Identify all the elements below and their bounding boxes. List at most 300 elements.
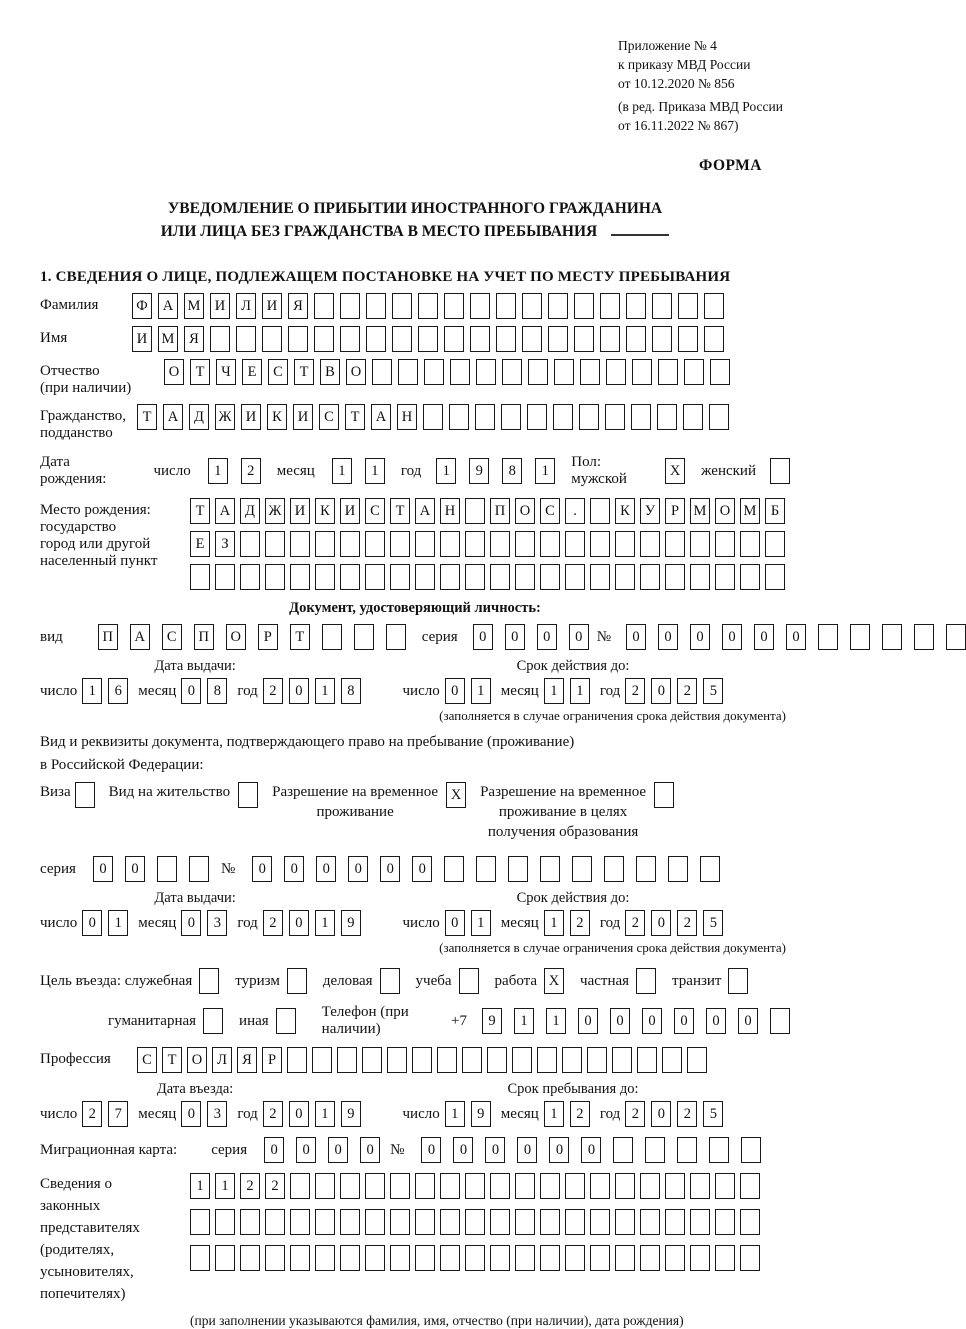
char-cell[interactable] [540, 856, 560, 882]
char-cell[interactable] [640, 1209, 660, 1235]
char-cell[interactable]: З [215, 531, 235, 557]
char-cell[interactable]: 8 [502, 458, 522, 484]
char-cell[interactable] [189, 856, 209, 882]
char-cell[interactable] [590, 1209, 610, 1235]
char-cell[interactable]: 0 [690, 624, 710, 650]
char-cell[interactable]: П [490, 498, 510, 524]
char-cell[interactable] [287, 1047, 307, 1073]
char-cell[interactable] [210, 326, 230, 352]
char-cell[interactable]: 1 [471, 910, 491, 936]
char-cell[interactable] [522, 326, 542, 352]
char-cell[interactable]: 0 [380, 856, 400, 882]
char-cell[interactable]: О [226, 624, 246, 650]
char-cell[interactable] [565, 564, 585, 590]
char-cell[interactable]: Т [190, 498, 210, 524]
char-cell[interactable] [490, 1209, 510, 1235]
char-cell[interactable] [265, 564, 285, 590]
char-cell[interactable]: Д [240, 498, 260, 524]
char-cell[interactable]: 1 [514, 1008, 534, 1034]
char-cell[interactable] [765, 531, 785, 557]
char-cell[interactable]: 2 [265, 1173, 285, 1199]
char-cell[interactable] [690, 1173, 710, 1199]
char-cell[interactable] [366, 326, 386, 352]
char-cell[interactable]: 0 [549, 1137, 569, 1163]
valid-month-cells[interactable] [544, 678, 590, 704]
char-cell[interactable] [741, 1137, 761, 1163]
char-cell[interactable] [615, 1173, 635, 1199]
char-cell[interactable]: П [98, 624, 118, 650]
birthplace-row3-cells[interactable] [190, 564, 785, 590]
char-cell[interactable] [340, 326, 360, 352]
char-cell[interactable]: 0 [421, 1137, 441, 1163]
char-cell[interactable]: 0 [289, 1101, 309, 1127]
char-cell[interactable] [540, 1173, 560, 1199]
char-cell[interactable] [190, 564, 210, 590]
valid-day-cells[interactable] [445, 678, 491, 704]
char-cell[interactable]: 0 [181, 910, 201, 936]
char-cell[interactable] [740, 1245, 760, 1271]
char-cell[interactable] [265, 531, 285, 557]
char-cell[interactable] [450, 359, 470, 385]
char-cell[interactable] [914, 624, 934, 650]
char-cell[interactable] [528, 359, 548, 385]
char-cell[interactable]: 0 [296, 1137, 316, 1163]
char-cell[interactable]: И [293, 404, 313, 430]
char-cell[interactable]: И [340, 498, 360, 524]
char-cell[interactable] [240, 1245, 260, 1271]
char-cell[interactable] [605, 404, 625, 430]
purpose-official-checkbox[interactable] [199, 968, 219, 994]
res-valid-year-cells[interactable] [625, 910, 723, 936]
entry-month-cells[interactable] [181, 1101, 227, 1127]
char-cell[interactable]: 0 [485, 1137, 505, 1163]
char-cell[interactable] [665, 531, 685, 557]
char-cell[interactable] [522, 293, 542, 319]
char-cell[interactable] [612, 1047, 632, 1073]
char-cell[interactable]: 1 [190, 1173, 210, 1199]
char-cell[interactable]: С [365, 498, 385, 524]
char-cell[interactable]: 2 [677, 910, 697, 936]
char-cell[interactable] [340, 293, 360, 319]
char-cell[interactable]: А [215, 498, 235, 524]
char-cell[interactable]: 2 [240, 1173, 260, 1199]
char-cell[interactable] [265, 1209, 285, 1235]
char-cell[interactable]: 2 [625, 678, 645, 704]
char-cell[interactable]: 5 [703, 910, 723, 936]
char-cell[interactable]: 0 [537, 624, 557, 650]
char-cell[interactable]: У [640, 498, 660, 524]
char-cell[interactable] [626, 293, 646, 319]
char-cell[interactable] [290, 1245, 310, 1271]
char-cell[interactable]: Р [665, 498, 685, 524]
char-cell[interactable] [700, 856, 720, 882]
char-cell[interactable] [709, 1137, 729, 1163]
char-cell[interactable]: 0 [473, 624, 493, 650]
char-cell[interactable] [657, 404, 677, 430]
char-cell[interactable]: В [320, 359, 340, 385]
char-cell[interactable]: Д [189, 404, 209, 430]
char-cell[interactable]: 0 [786, 624, 806, 650]
char-cell[interactable] [613, 1137, 633, 1163]
char-cell[interactable]: 0 [93, 856, 113, 882]
char-cell[interactable] [515, 1209, 535, 1235]
purpose-other-checkbox[interactable] [276, 1008, 296, 1034]
birth-month-cells[interactable] [325, 458, 385, 484]
char-cell[interactable] [590, 531, 610, 557]
char-cell[interactable] [470, 326, 490, 352]
char-cell[interactable]: 2 [677, 678, 697, 704]
char-cell[interactable]: 0 [642, 1008, 662, 1034]
char-cell[interactable]: И [241, 404, 261, 430]
char-cell[interactable]: 0 [626, 624, 646, 650]
char-cell[interactable]: 0 [348, 856, 368, 882]
char-cell[interactable]: 1 [315, 1101, 335, 1127]
char-cell[interactable]: Т [162, 1047, 182, 1073]
char-cell[interactable] [423, 404, 443, 430]
char-cell[interactable]: 1 [544, 1101, 564, 1127]
char-cell[interactable]: О [346, 359, 366, 385]
char-cell[interactable]: 1 [436, 458, 456, 484]
char-cell[interactable]: К [267, 404, 287, 430]
char-cell[interactable] [662, 1047, 682, 1073]
char-cell[interactable]: 0 [284, 856, 304, 882]
char-cell[interactable]: 0 [517, 1137, 537, 1163]
char-cell[interactable] [340, 1173, 360, 1199]
char-cell[interactable]: 0 [581, 1137, 601, 1163]
char-cell[interactable] [424, 359, 444, 385]
char-cell[interactable] [715, 531, 735, 557]
doc-series-cells[interactable] [466, 624, 589, 650]
char-cell[interactable] [190, 1245, 210, 1271]
char-cell[interactable]: 0 [82, 910, 102, 936]
char-cell[interactable] [540, 531, 560, 557]
char-cell[interactable] [740, 1209, 760, 1235]
char-cell[interactable] [604, 856, 624, 882]
char-cell[interactable]: 0 [125, 856, 145, 882]
char-cell[interactable]: 6 [108, 678, 128, 704]
char-cell[interactable]: 0 [181, 1101, 201, 1127]
char-cell[interactable] [537, 1047, 557, 1073]
char-cell[interactable]: И [132, 326, 152, 352]
doc-number-cells[interactable] [619, 624, 966, 650]
char-cell[interactable] [362, 1047, 382, 1073]
char-cell[interactable] [715, 1209, 735, 1235]
char-cell[interactable] [715, 564, 735, 590]
char-cell[interactable]: С [319, 404, 339, 430]
char-cell[interactable] [587, 1047, 607, 1073]
char-cell[interactable] [290, 1209, 310, 1235]
char-cell[interactable] [710, 359, 730, 385]
purpose-transit-checkbox[interactable] [728, 968, 748, 994]
char-cell[interactable] [508, 856, 528, 882]
char-cell[interactable] [690, 1209, 710, 1235]
char-cell[interactable]: Я [184, 326, 204, 352]
char-cell[interactable]: 5 [703, 1101, 723, 1127]
char-cell[interactable] [390, 1209, 410, 1235]
char-cell[interactable] [340, 1245, 360, 1271]
char-cell[interactable]: 2 [82, 1101, 102, 1127]
issue-month-cells[interactable] [181, 678, 227, 704]
char-cell[interactable] [240, 1209, 260, 1235]
char-cell[interactable] [548, 293, 568, 319]
char-cell[interactable]: О [187, 1047, 207, 1073]
char-cell[interactable] [615, 564, 635, 590]
char-cell[interactable] [444, 856, 464, 882]
char-cell[interactable]: Н [440, 498, 460, 524]
char-cell[interactable] [715, 1245, 735, 1271]
char-cell[interactable] [490, 531, 510, 557]
char-cell[interactable]: А [163, 404, 183, 430]
char-cell[interactable]: К [315, 498, 335, 524]
char-cell[interactable]: 1 [315, 910, 335, 936]
char-cell[interactable] [640, 531, 660, 557]
char-cell[interactable]: Л [212, 1047, 232, 1073]
char-cell[interactable]: 0 [252, 856, 272, 882]
char-cell[interactable]: 9 [482, 1008, 502, 1034]
char-cell[interactable] [215, 1245, 235, 1271]
char-cell[interactable] [678, 326, 698, 352]
char-cell[interactable]: 1 [315, 678, 335, 704]
char-cell[interactable] [462, 1047, 482, 1073]
char-cell[interactable] [314, 326, 334, 352]
female-checkbox[interactable] [770, 458, 790, 484]
phone-cells[interactable] [475, 1008, 790, 1034]
char-cell[interactable]: 1 [544, 910, 564, 936]
firstname-cells[interactable] [132, 326, 724, 352]
char-cell[interactable]: 1 [570, 678, 590, 704]
char-cell[interactable] [390, 1173, 410, 1199]
char-cell[interactable] [636, 856, 656, 882]
char-cell[interactable] [465, 531, 485, 557]
doc-kind-cells[interactable] [91, 624, 406, 650]
char-cell[interactable] [740, 531, 760, 557]
char-cell[interactable] [615, 1209, 635, 1235]
char-cell[interactable] [640, 1173, 660, 1199]
char-cell[interactable]: 0 [264, 1137, 284, 1163]
char-cell[interactable] [665, 1209, 685, 1235]
char-cell[interactable]: 0 [738, 1008, 758, 1034]
char-cell[interactable]: 0 [658, 624, 678, 650]
char-cell[interactable]: Р [258, 624, 278, 650]
char-cell[interactable]: 0 [651, 1101, 671, 1127]
char-cell[interactable] [415, 531, 435, 557]
char-cell[interactable] [392, 293, 412, 319]
char-cell[interactable]: Я [237, 1047, 257, 1073]
char-cell[interactable]: 0 [569, 624, 589, 650]
char-cell[interactable] [496, 326, 516, 352]
res-issue-year-cells[interactable] [263, 910, 361, 936]
char-cell[interactable] [615, 531, 635, 557]
char-cell[interactable] [765, 564, 785, 590]
char-cell[interactable] [437, 1047, 457, 1073]
char-cell[interactable]: 7 [108, 1101, 128, 1127]
char-cell[interactable]: 2 [625, 1101, 645, 1127]
male-checkbox[interactable]: X [665, 458, 685, 484]
legal-reps-row2-cells[interactable] [190, 1209, 760, 1235]
char-cell[interactable]: П [194, 624, 214, 650]
char-cell[interactable]: 1 [208, 458, 228, 484]
char-cell[interactable]: 5 [703, 678, 723, 704]
char-cell[interactable]: 0 [578, 1008, 598, 1034]
char-cell[interactable] [337, 1047, 357, 1073]
char-cell[interactable] [476, 856, 496, 882]
char-cell[interactable]: А [371, 404, 391, 430]
char-cell[interactable] [590, 498, 610, 524]
char-cell[interactable] [288, 326, 308, 352]
char-cell[interactable]: Ж [215, 404, 235, 430]
char-cell[interactable] [215, 1209, 235, 1235]
char-cell[interactable] [440, 1173, 460, 1199]
char-cell[interactable]: 0 [289, 910, 309, 936]
char-cell[interactable] [290, 1173, 310, 1199]
char-cell[interactable] [418, 293, 438, 319]
char-cell[interactable]: К [615, 498, 635, 524]
valid-year-cells[interactable] [625, 678, 723, 704]
char-cell[interactable] [315, 531, 335, 557]
char-cell[interactable]: 0 [453, 1137, 473, 1163]
birthplace-row2-cells[interactable] [190, 531, 785, 557]
char-cell[interactable]: Р [262, 1047, 282, 1073]
char-cell[interactable] [465, 1245, 485, 1271]
entry-day-cells[interactable] [82, 1101, 128, 1127]
purpose-tourism-checkbox[interactable] [287, 968, 307, 994]
visa-checkbox[interactable] [75, 782, 95, 808]
char-cell[interactable] [882, 624, 902, 650]
char-cell[interactable]: Т [390, 498, 410, 524]
char-cell[interactable]: 0 [722, 624, 742, 650]
profession-cells[interactable] [137, 1047, 707, 1073]
char-cell[interactable] [465, 1173, 485, 1199]
char-cell[interactable] [490, 564, 510, 590]
char-cell[interactable] [415, 1245, 435, 1271]
char-cell[interactable]: Б [765, 498, 785, 524]
char-cell[interactable] [366, 293, 386, 319]
char-cell[interactable]: С [540, 498, 560, 524]
char-cell[interactable]: 0 [610, 1008, 630, 1034]
char-cell[interactable] [340, 531, 360, 557]
char-cell[interactable]: Т [190, 359, 210, 385]
char-cell[interactable]: Ж [265, 498, 285, 524]
char-cell[interactable] [574, 293, 594, 319]
char-cell[interactable] [652, 293, 672, 319]
legal-reps-row1-cells[interactable] [190, 1173, 760, 1199]
char-cell[interactable] [631, 404, 651, 430]
res-issue-day-cells[interactable] [82, 910, 128, 936]
char-cell[interactable]: 0 [289, 678, 309, 704]
purpose-business-checkbox[interactable] [380, 968, 400, 994]
char-cell[interactable] [496, 293, 516, 319]
char-cell[interactable] [315, 1173, 335, 1199]
char-cell[interactable]: 9 [471, 1101, 491, 1127]
char-cell[interactable] [440, 1245, 460, 1271]
char-cell[interactable]: О [164, 359, 184, 385]
entry-year-cells[interactable] [263, 1101, 361, 1127]
char-cell[interactable] [315, 564, 335, 590]
char-cell[interactable] [315, 1245, 335, 1271]
char-cell[interactable] [600, 293, 620, 319]
char-cell[interactable] [590, 1245, 610, 1271]
char-cell[interactable] [490, 1173, 510, 1199]
purpose-private-checkbox[interactable] [636, 968, 656, 994]
char-cell[interactable] [390, 564, 410, 590]
char-cell[interactable] [365, 1173, 385, 1199]
char-cell[interactable]: 0 [412, 856, 432, 882]
char-cell[interactable] [640, 564, 660, 590]
char-cell[interactable] [668, 856, 688, 882]
char-cell[interactable] [440, 1209, 460, 1235]
char-cell[interactable]: 0 [706, 1008, 726, 1034]
char-cell[interactable]: 2 [570, 1101, 590, 1127]
char-cell[interactable] [709, 404, 729, 430]
char-cell[interactable]: С [137, 1047, 157, 1073]
char-cell[interactable] [565, 531, 585, 557]
char-cell[interactable] [386, 624, 406, 650]
char-cell[interactable] [387, 1047, 407, 1073]
char-cell[interactable]: О [515, 498, 535, 524]
char-cell[interactable] [515, 1173, 535, 1199]
purpose-humanitarian-checkbox[interactable] [203, 1008, 223, 1034]
char-cell[interactable] [390, 531, 410, 557]
char-cell[interactable] [562, 1047, 582, 1073]
char-cell[interactable]: 8 [341, 678, 361, 704]
char-cell[interactable]: 2 [677, 1101, 697, 1127]
char-cell[interactable]: 2 [263, 678, 283, 704]
char-cell[interactable]: 1 [445, 1101, 465, 1127]
char-cell[interactable] [527, 404, 547, 430]
char-cell[interactable]: 1 [535, 458, 555, 484]
char-cell[interactable] [444, 293, 464, 319]
char-cell[interactable] [515, 564, 535, 590]
char-cell[interactable]: А [415, 498, 435, 524]
char-cell[interactable] [444, 326, 464, 352]
char-cell[interactable]: М [158, 326, 178, 352]
char-cell[interactable] [398, 359, 418, 385]
char-cell[interactable] [487, 1047, 507, 1073]
char-cell[interactable] [665, 1245, 685, 1271]
char-cell[interactable] [418, 326, 438, 352]
char-cell[interactable]: 0 [181, 678, 201, 704]
char-cell[interactable] [415, 1209, 435, 1235]
char-cell[interactable]: 9 [341, 910, 361, 936]
char-cell[interactable]: 1 [215, 1173, 235, 1199]
char-cell[interactable]: 0 [445, 910, 465, 936]
char-cell[interactable] [683, 404, 703, 430]
char-cell[interactable] [770, 1008, 790, 1034]
char-cell[interactable] [262, 326, 282, 352]
char-cell[interactable] [440, 531, 460, 557]
patronymic-cells[interactable] [164, 359, 730, 385]
char-cell[interactable] [265, 1245, 285, 1271]
char-cell[interactable]: 9 [469, 458, 489, 484]
char-cell[interactable] [740, 1173, 760, 1199]
char-cell[interactable] [372, 359, 392, 385]
char-cell[interactable] [365, 531, 385, 557]
char-cell[interactable]: Е [190, 531, 210, 557]
char-cell[interactable] [392, 326, 412, 352]
char-cell[interactable] [565, 1245, 585, 1271]
char-cell[interactable]: 0 [505, 624, 525, 650]
stay-year-cells[interactable] [625, 1101, 723, 1127]
char-cell[interactable]: . [565, 498, 585, 524]
migration-series-cells[interactable] [257, 1137, 380, 1163]
citizenship-cells[interactable] [137, 404, 729, 430]
res-valid-day-cells[interactable] [445, 910, 491, 936]
char-cell[interactable]: 2 [570, 910, 590, 936]
issue-day-cells[interactable] [82, 678, 128, 704]
residence-permit-checkbox[interactable] [238, 782, 258, 808]
char-cell[interactable] [565, 1209, 585, 1235]
char-cell[interactable]: 0 [651, 910, 671, 936]
